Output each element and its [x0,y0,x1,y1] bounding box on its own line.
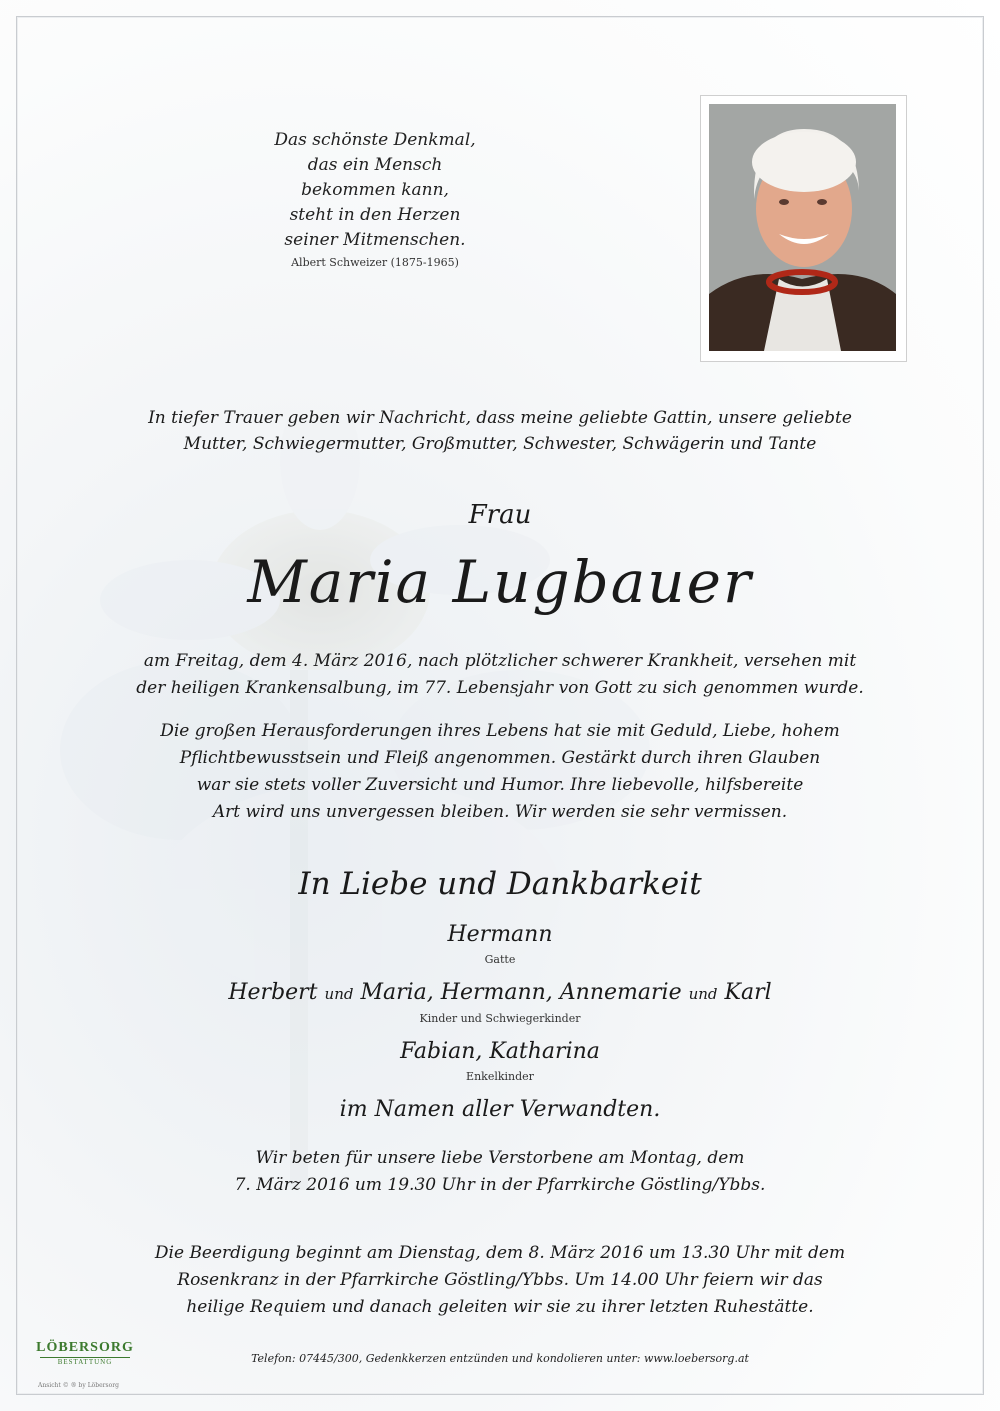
portrait-frame [700,95,907,362]
prayer-announcement [0,1145,1000,1199]
tribute-text [0,718,1000,826]
prayer-line: 7. März 2016 um 19.30 Uhr in der Pfarrkirche Göstling/Ybbs. [234,1175,766,1195]
quote-line: steht in den Herzen [289,205,461,225]
death-notice [0,648,1000,702]
funeral-announcement [0,1240,1000,1321]
credit-line: Ansicht © ® by Löbersorg [38,1382,119,1389]
child-name: Herbert [228,980,318,1005]
grandchildren-names: Fabian, Katharina [400,1039,600,1064]
intro-line: Mutter, Schwiegermutter, Großmutter, Schwester, Schwägerin und Tante [183,434,817,454]
contact-footer: Telefon: 07445/300, Gedenkkerzen entzünden und kondolieren unter: www.loebersorg.at [251,1352,749,1365]
children-names [0,980,1000,1005]
death-notice-line: am Freitag, dem 4. März 2016, nach plötzlicher schwerer Krankheit, versehen mit [143,651,857,671]
quote-line: bekommen kann, [301,180,449,200]
tribute-line: Pflichtbewusstsein und Fleiß angenommen. Gestärkt durch ihren Glauben [179,748,821,768]
quote-line: Das schönste Denkmal, [274,130,476,150]
children-relation: Kinder und Schwiegerkinder [419,1012,581,1025]
deceased-name: Maria Lugbauer [247,548,753,616]
tribute-line: Art wird uns unvergessen bleiben. Wir werden sie sehr vermissen. [212,802,788,822]
intro-line: In tiefer Trauer geben wir Nachricht, dass meine geliebte Gattin, unsere geliebte [148,408,852,428]
prayer-line: Wir beten für unsere liebe Verstorbene am Montag, dem [255,1148,745,1168]
tribute-line: Die großen Herausforderungen ihres Lebens hat sie mit Geduld, Liebe, hohem [160,721,840,741]
tribute-line: war sie stets voller Zuversicht und Humor. Ihre liebevolle, hilfsbereite [196,775,804,795]
epigraph-quote [200,128,550,273]
funeral-line: Die Beerdigung beginnt am Dienstag, dem 8. März 2016 um 13.30 Uhr mit dem [154,1243,846,1263]
portrait-illustration [709,104,896,351]
grandchildren-relation: Enkelkinder [466,1070,534,1083]
child-names: Maria, Hermann, Annemarie [360,980,682,1005]
logo-brand: LÖBERSORG [36,1340,134,1355]
logo-subtitle: BESTATTUNG [40,1357,130,1366]
quote-author: Albert Schweizer (1875-1965) [291,256,459,269]
conjunction: und [688,985,718,1003]
funeral-line: Rosenkranz in der Pfarrkirche Göstling/Ybbs. Um 14.00 Uhr feiern wir das [177,1270,823,1290]
child-name: Karl [724,980,772,1005]
funeral-line: heilige Requiem und danach geleiten wir sie zu ihrer letzten Ruhestätte. [186,1297,814,1317]
quote-line: seiner Mitmenschen. [284,230,466,250]
conjunction: und [324,985,354,1003]
portrait-photo [709,104,896,351]
quote-line: das ein Mensch [307,155,443,175]
relatives-line: im Namen aller Verwandten. [339,1097,661,1122]
dankbarkeit-heading: In Liebe und Dankbarkeit [298,866,702,902]
spouse-name: Hermann [447,922,553,947]
spouse-relation: Gatte [484,953,516,966]
funeral-home-logo [30,1340,140,1366]
intro-text [0,405,1000,457]
salutation: Frau [468,500,532,530]
death-notice-line: der heiligen Krankensalbung, im 77. Lebensjahr von Gott zu sich genommen wurde. [136,678,864,698]
